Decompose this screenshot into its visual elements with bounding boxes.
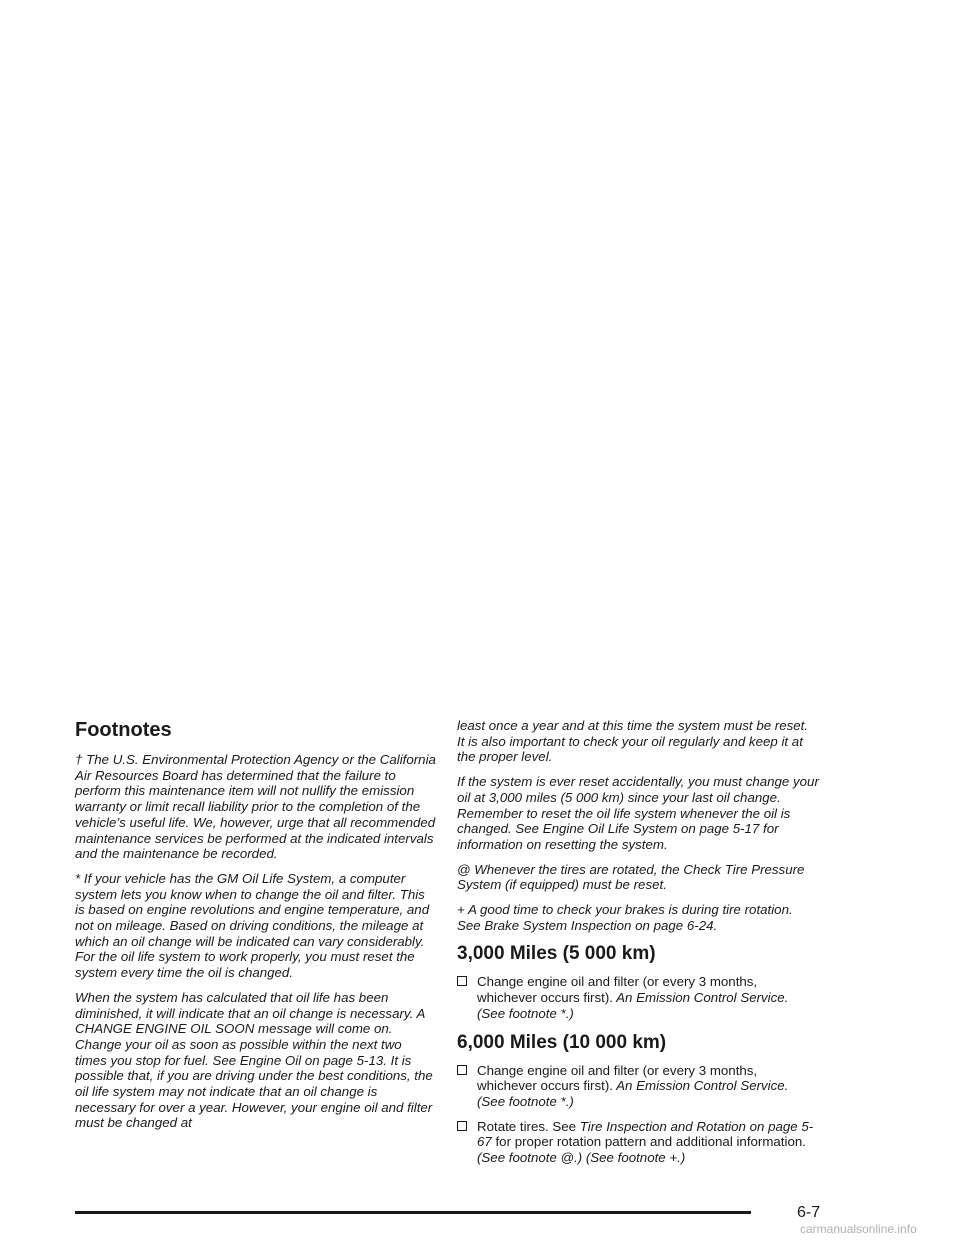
item-service-note: An Emission Control Service. (See footnote *.) bbox=[477, 990, 789, 1021]
checkbox-icon bbox=[457, 1121, 467, 1131]
dagger-footnote: † The U.S. Environmental Protection Agency or the California Air Resources Board has determined that the failure to perform this maintenance item will not nullify the emission warranty or limit recall liability prior to the completion of the vehicle’s useful life. We, however, urge that all recommended maintenance services be performed at the indicated intervals and the maintenance be recorded. bbox=[75, 752, 436, 862]
at-footnote: @ Whenever the tires are rotated, the Check Tire Pressure System (if equipped) must be reset. bbox=[457, 861, 805, 893]
right-column bbox=[457, 718, 819, 1175]
footnotes-heading: Footnotes bbox=[75, 719, 172, 741]
checklist-item-rotate-tires bbox=[457, 1119, 819, 1166]
rotate-text-mid: for proper rotation pattern and additional information. bbox=[491, 1134, 806, 1150]
oil-life-note-continued: least once a year and at this time the system must be reset. It is also important to check your oil regularly and keep it at the proper level. bbox=[457, 718, 809, 765]
left-column bbox=[75, 718, 437, 1140]
rotate-text-pre: Rotate tires. See bbox=[477, 1118, 580, 1134]
watermark: carmanualsonline.info bbox=[800, 1222, 917, 1236]
rotate-footnote-refs: (See footnote @.) (See footnote +.) bbox=[477, 1150, 686, 1166]
item-service-note: An Emission Control Service. (See footnote *.) bbox=[477, 1078, 789, 1109]
checkbox-icon bbox=[457, 976, 467, 986]
section-3000-heading: 3,000 Miles (5 000 km) bbox=[457, 943, 656, 965]
section-6000-heading: 6,000 Miles (10 000 km) bbox=[457, 1031, 667, 1053]
plus-footnote: + A good time to check your brakes is during tire rotation. See Brake System Inspection on page 6-24. bbox=[457, 902, 793, 933]
item-text: Change engine oil and filter (or every 3 months, whichever occurs first). bbox=[477, 1062, 758, 1094]
oil-life-note: When the system has calculated that oil life has been diminished, it will indicate that an oil change is necessary. A CHANGE ENGINE OIL SOON message will come on. Change your oil as soon as possible within the next two times you stop for fuel. See Engine Oil on page 5-13. It is possible that, if you are driving under the best conditions, the oil life system may not indicate that an oil change is necessary for over a year. However, your engine oil and filter must be changed at bbox=[75, 989, 433, 1131]
asterisk-footnote: * If your vehicle has the GM Oil Life System, a computer system lets you know when to change the oil and filter. This is based on engine revolutions and engine temperature, and not on mileage. Based on driving conditions, the mileage at which an oil change will be indicated can vary considerably. For the oil life system to work properly, you must reset the system every time the oil is changed. bbox=[75, 870, 430, 981]
checklist-item bbox=[457, 1063, 819, 1110]
checkbox-icon bbox=[457, 1065, 467, 1075]
rotate-reference: Tire Inspection and Rotation on page 5-67 bbox=[477, 1118, 814, 1150]
footer-rule bbox=[75, 1211, 751, 1214]
item-text: Change engine oil and filter (or every 3 months, whichever occurs first). bbox=[477, 974, 758, 1006]
page-number: 6-7 bbox=[797, 1204, 821, 1221]
reset-note: If the system is ever reset accidentally, you must change your oil at 3,000 miles (5 000 km) since your last oil change. Remember to reset the oil life system whenever the oil is changed. See Engine Oil Life System on page 5-17 for information on resetting the system. bbox=[457, 774, 819, 852]
checklist-item bbox=[457, 974, 819, 1021]
